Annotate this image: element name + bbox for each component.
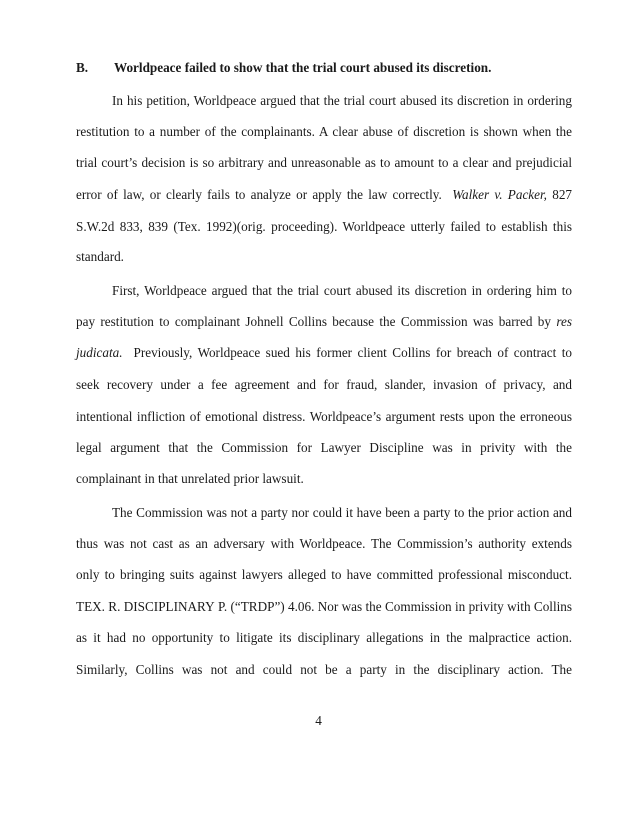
text-line-rule-citation: [76, 599, 572, 615]
text-line: standard.: [76, 249, 124, 264]
text-fragment: Previously, Worldpeace sued his former client Collins for breach of contract to: [133, 345, 573, 360]
text-line-with-citation: [76, 187, 572, 203]
text-line: trial court’s decision is so arbitrary and unreasonable as to amount to a clear and prejudicial: [76, 155, 572, 170]
text-fragment: ISCIPLINARY: [133, 599, 215, 614]
text-line: thus was not cast as an adversary with Worldpeace. The Commission’s authority extends: [76, 536, 572, 551]
text-line: complainant in that unrelated prior lawsuit.: [76, 471, 304, 486]
text-line: The Commission was not a party nor could it have been a party to the prior action and: [112, 505, 572, 520]
section-letter: B.: [76, 60, 89, 75]
text-fragment: error of law, or clearly fails to analyze or apply the law correctly.: [76, 187, 442, 202]
text-line: legal argument that the Commission for Lawyer Discipline was in privity with the: [76, 440, 572, 455]
italic-term: res: [556, 314, 572, 329]
text-line: restitution to a number of the complainants. A clear abuse of discretion is shown when the: [76, 124, 572, 139]
case-citation: Walker v. Packer,: [452, 187, 547, 202]
page-number: 4: [315, 713, 322, 728]
text-line-with-italic: [76, 314, 572, 330]
text-fragment: T: [76, 599, 85, 614]
text-line: only to bringing suits against lawyers alleged to have committed professional misconduct.: [76, 567, 572, 582]
text-line: as it had no opportunity to litigate its disciplinary allegations in the malpractice action.: [76, 630, 572, 645]
citation-number: 827: [546, 187, 573, 202]
text-line: In his petition, Worldpeace argued that the trial court abused its discretion in ordering: [112, 93, 572, 108]
text-line: seek recovery under a fee agreement and for fraud, slander, invasion of privacy, and: [76, 377, 572, 392]
text-line: Similarly, Collins was not and could not be a party in the disciplinary action. The: [76, 662, 572, 677]
italic-term: judicata.: [76, 345, 123, 360]
text-fragment: EX: [84, 599, 102, 614]
text-line: intentional infliction of emotional distress. Worldpeace’s argument rests upon the erroneous: [76, 409, 572, 424]
text-line: S.W.2d 833, 839 (Tex. 1992)(orig. proceeding). Worldpeace utterly failed to establish this: [76, 219, 572, 234]
text-line-with-italic: [76, 345, 572, 361]
text-fragment: P. (“TRDP”) 4.06. Nor was the Commission in privity with Collins: [214, 599, 573, 614]
text-fragment: . R. D: [101, 599, 134, 614]
text-fragment: pay restitution to complainant Johnell Collins because the Commission was barred by: [76, 314, 551, 329]
text-line: First, Worldpeace argued that the trial court abused its discretion in ordering him to: [112, 283, 572, 298]
section-title: Worldpeace failed to show that the trial court abused its discretion.: [114, 60, 492, 75]
section-heading: [76, 60, 576, 76]
